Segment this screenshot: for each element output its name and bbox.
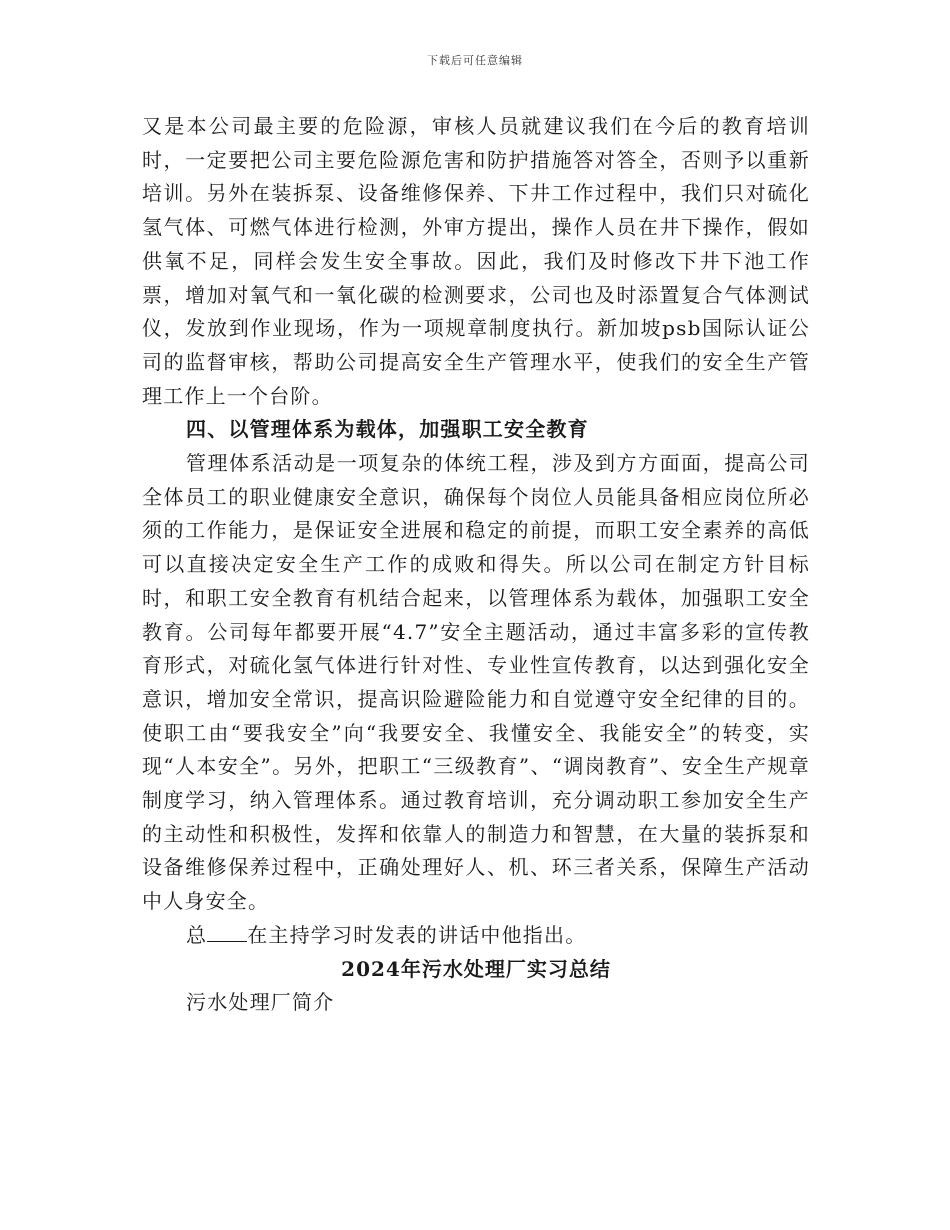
paragraph-risk-review: 又是本公司最主要的危险源，审核人员就建议我们在今后的教育培训时，一定要把公司主要危险源危害和防护措施答对答全，否则予以重新培训。另外在装拆泵、设备维修保养、下井工作过程中，我们只对硫化氢气体、可燃气体进行检测，外审方提出，操作人员在井下操作，假如供氧不足，同样会发生安全事故。因此，我们及时修改下井下池工作票，增加对氧气和一氧化碳的检测要求，公司也及时添置复合气体测试仪，发放到作业现场，作为一项规章制度执行。新加坡psb国际认证公司的监督审核，帮助公司提高安全生产管理水平，使我们的安全生产管理工作上一个台阶。 — [142, 114, 810, 408]
paragraph-speech — [142, 919, 810, 953]
paragraph-plant-intro: 污水处理厂简介 — [186, 990, 335, 1015]
document-body — [142, 110, 810, 1020]
section-heading-four: 四、以管理体系为载体，加强职工安全教育 — [186, 417, 589, 442]
page-header: 下载后可任意编辑 — [427, 54, 523, 67]
document-title: 2024年污水处理厂实习总结 — [341, 956, 611, 981]
paragraph-safety-education: 管理体系活动是一项复杂的体统工程，涉及到方方面面，提高公司全体员工的职业健康安全意识，确保每个岗位人员能具备相应岗位所必须的工作能力，是保证安全进展和稳定的前提，而职工安全素养的高低可以直接决定安全生产工作的成败和得失。所以公司在制定方针目标时，和职工安全教育有机结合起来，以管理体系为载体，加强职工安全教育。公司每年都要开展“4.7”安全主题活动，通过丰富多彩的宣传教育形式，对硫化氢气体进行针对性、专业性宣传教育，以达到强化安全意识，增加安全常识，提高识险避险能力和自觉遵守安全纪律的目的。使职工由“要我安全”向“我要安全、我懂安全、我能安全”的转变，实现“人本安全”。另外，把职工“三级教育”、“调岗教育”、安全生产规章制度学习，纳入管理体系。通过教育培训，充分调动职工参加安全生产的主动性和积极性，发挥和依靠人的制造力和智慧，在大量的装拆泵和设备维修保养过程中，正确处理好人、机、环三者关系，保障生产活动中人身安全。 — [142, 451, 810, 914]
speech-suffix: 在主持学习时发表的讲话中他指出。 — [247, 922, 587, 947]
blank-underline — [207, 921, 247, 942]
speech-prefix: 总 — [186, 922, 208, 947]
